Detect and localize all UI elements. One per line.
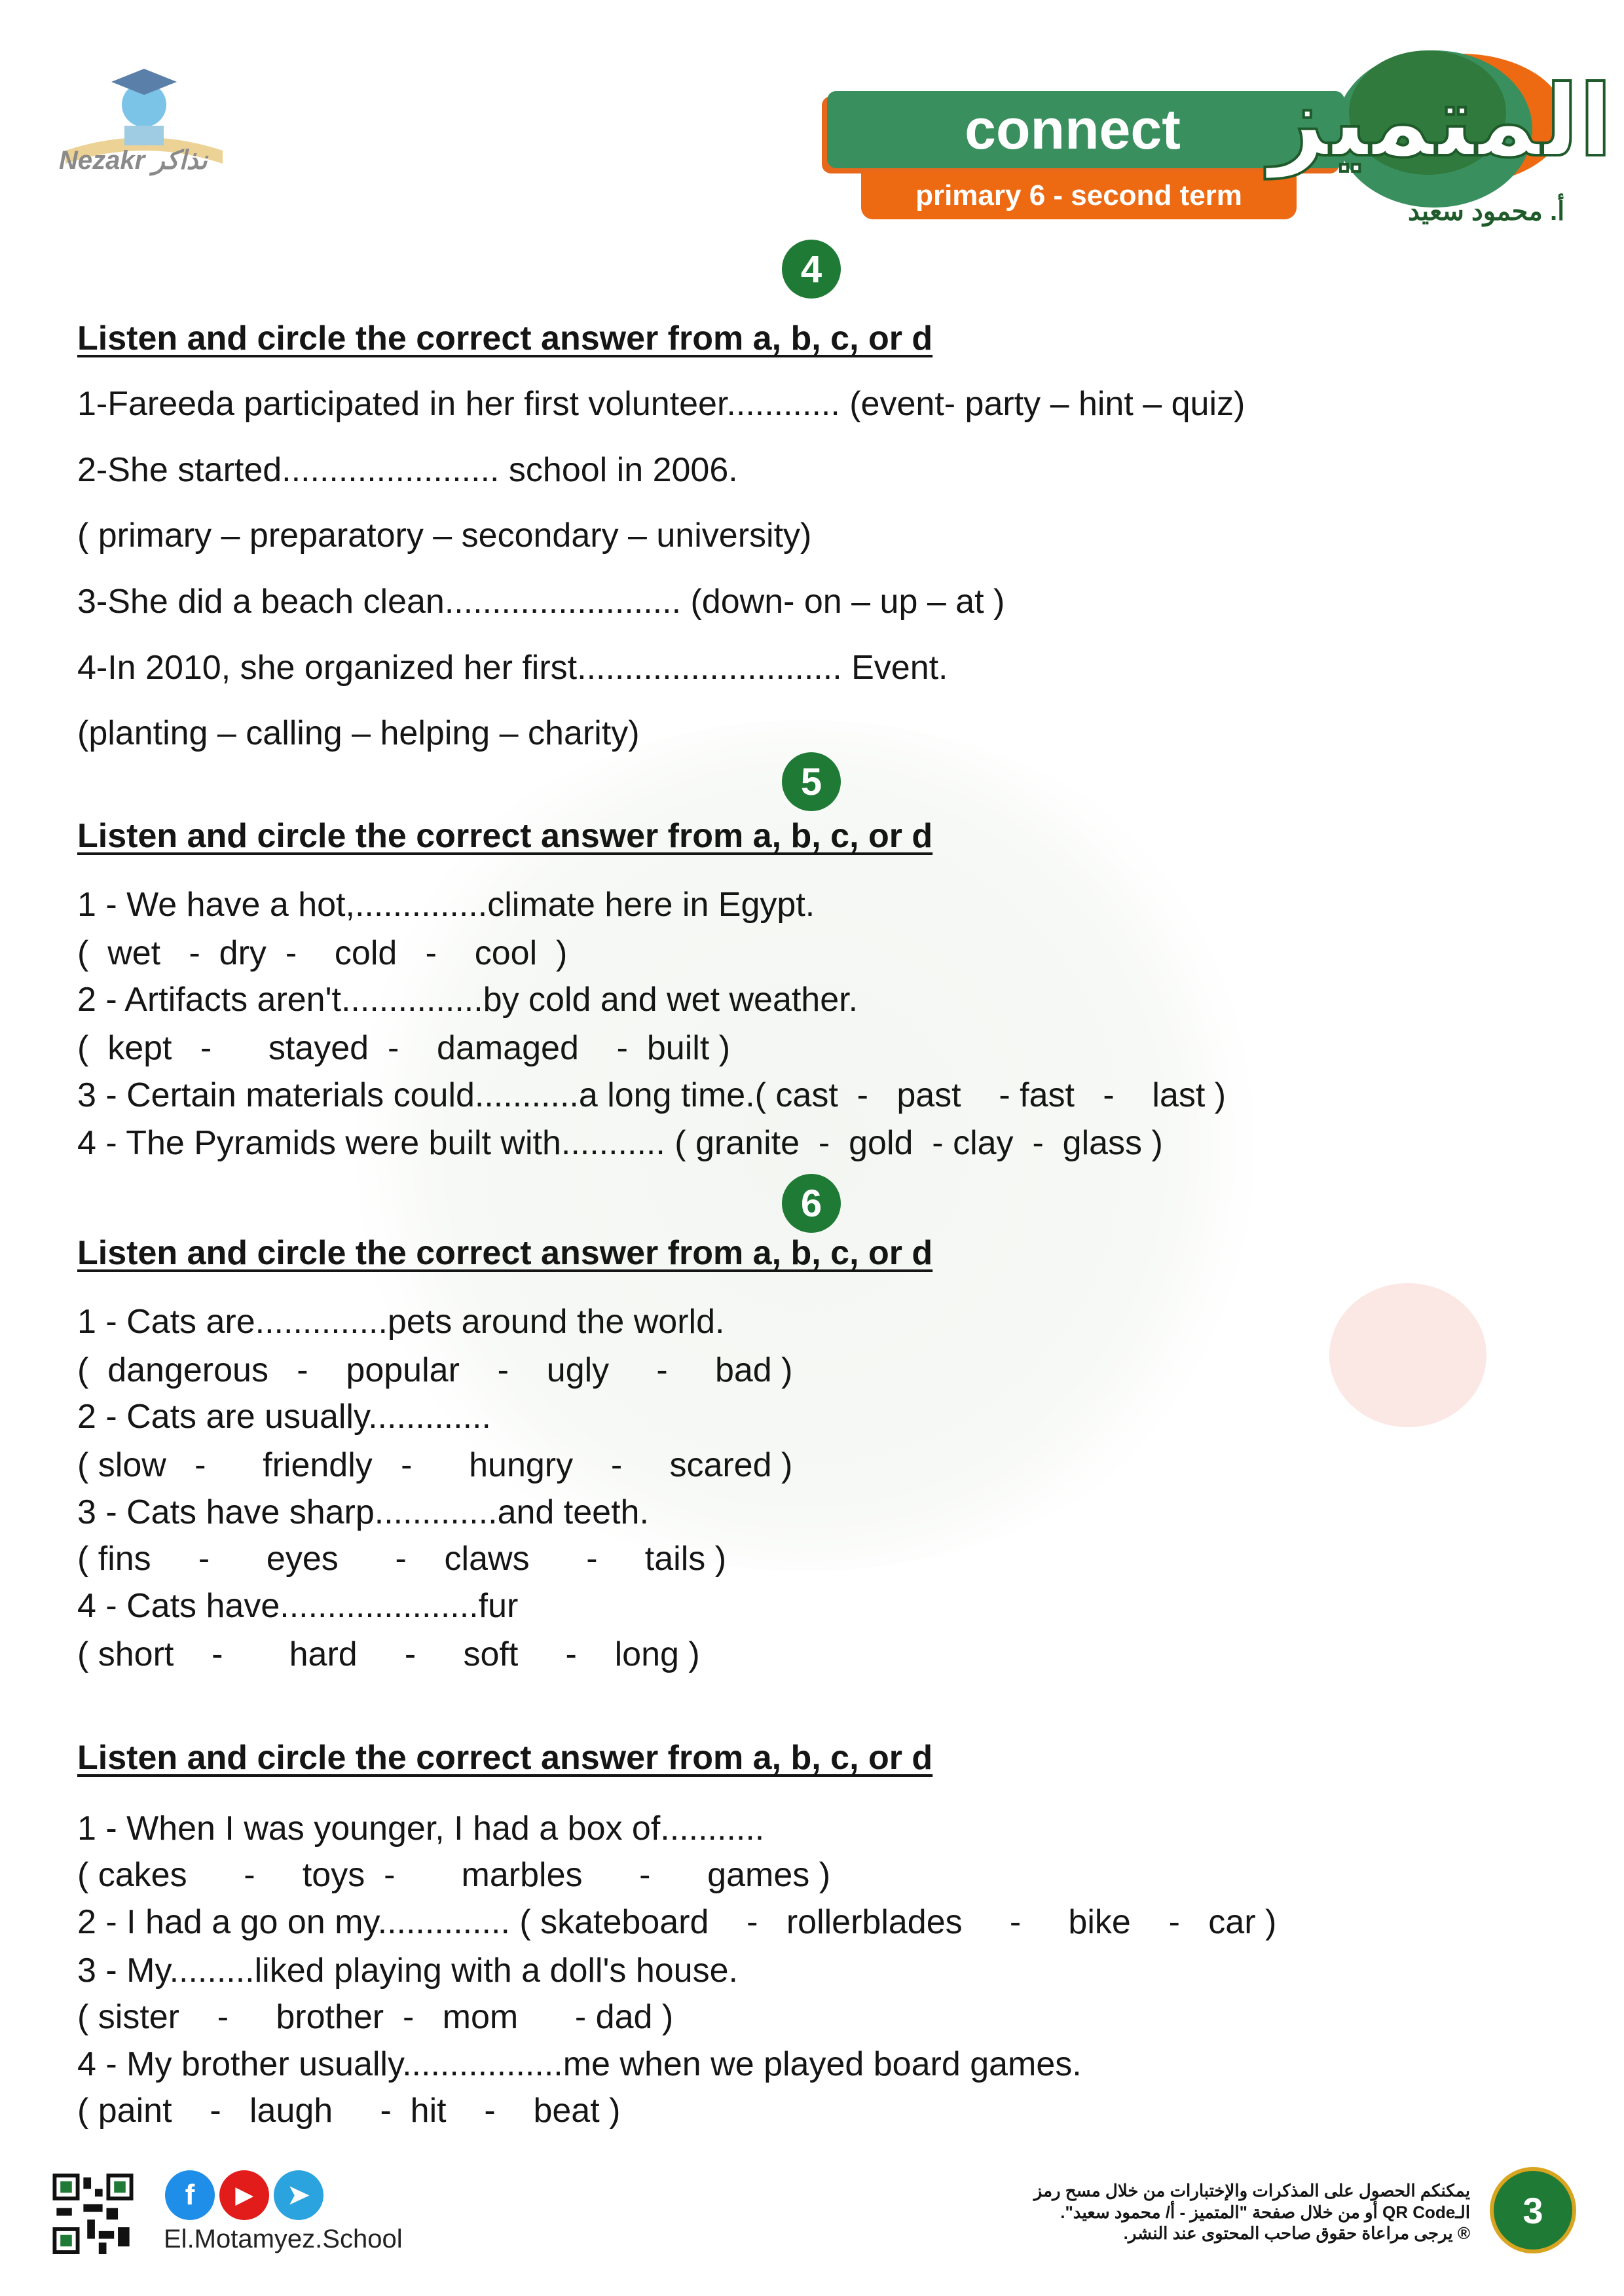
section-number-badge: 6 <box>782 1174 841 1233</box>
question-text: 2 - I had a go on my.............. ( skateboard - rollerblades - bike - car ) <box>77 1903 1277 1941</box>
question-text: 3 - Certain materials could...........a long time.( cast - past - fast - last ) <box>77 1076 1227 1114</box>
facebook-icon[interactable]: f <box>165 2170 215 2220</box>
question-text: 4 - My brother usually.................me when we played board games. <box>77 2045 1082 2083</box>
question-text: 1 - We have a hot,..............climate here in Egypt. <box>77 886 815 924</box>
question-text: 2 - Cats are usually............. <box>77 1398 491 1436</box>
header-subtitle: primary 6 - second term <box>915 179 1242 211</box>
telegram-icon[interactable]: ➤ <box>274 2170 323 2220</box>
question-text: 1 - When I was younger, I had a box of........... <box>77 1810 765 1848</box>
footer-notice-line: الـQR Code أو من خلال صفحة "المتميز - أ/ محمود سعيد". <box>1060 2202 1470 2222</box>
section-heading: Listen and circle the correct answer from a, b, c, or d <box>77 1739 933 1777</box>
answer-options: ( slow - friendly - hungry - scared ) <box>77 1446 793 1484</box>
motamyez-logo <box>1268 41 1613 217</box>
page-number: 3 <box>1490 2167 1576 2253</box>
answer-options: ( sister - brother - mom - dad ) <box>77 1998 674 2036</box>
section-heading: Listen and circle the correct answer from a, b, c, or d <box>77 1234 933 1272</box>
header-subtitle-banner <box>861 172 1297 219</box>
question-text: 4-In 2010, she organized her first............................ Event. <box>77 649 948 687</box>
answer-options: ( short - hard - soft - long ) <box>77 1635 700 1673</box>
answer-options: ( kept - stayed - damaged - built ) <box>77 1029 731 1067</box>
question-text: 2-She started....................... school in 2006. <box>77 451 738 489</box>
section-heading: Listen and circle the correct answer from a, b, c, or d <box>77 319 933 357</box>
question-text: 3 - My.........liked playing with a doll's house. <box>77 1952 738 1990</box>
question-text: 1 - Cats are..............pets around the world. <box>77 1303 725 1341</box>
section-heading: Listen and circle the correct answer from a, b, c, or d <box>77 817 933 855</box>
footer-notice-line: يمكنكم الحصول على المذكرات والإختبارات من خلال مسح رمز <box>1033 2181 1470 2200</box>
site-name: El.Motamyez.School <box>164 2225 403 2253</box>
answer-options: ( primary – preparatory – secondary – university) <box>77 517 812 555</box>
question-text: 1-Fareeda participated in her first volunteer............ (event- party – hint – quiz) <box>77 385 1246 423</box>
section-number-badge: 5 <box>782 752 841 811</box>
youtube-icon[interactable]: ▶ <box>219 2170 269 2220</box>
footer-notice-line: ® يرجى مراعاة حقوق صاحب المحتوى عند النشر. <box>1123 2223 1470 2243</box>
question-text: 3 - Cats have sharp.............and teeth. <box>77 1493 649 1531</box>
question-text: 3-She did a beach clean......................... (down- on – up – at ) <box>77 583 1005 621</box>
header-title: connect <box>965 98 1181 161</box>
svg-text:المتميز: المتميز <box>1268 65 1613 179</box>
question-text: 4 - Cats have.....................fur <box>77 1587 519 1625</box>
answer-options: ( cakes - toys - marbles - games ) <box>77 1856 831 1894</box>
qr-code[interactable] <box>51 2174 135 2254</box>
header-title-banner <box>827 91 1344 168</box>
nezakr-logo-text: Nezakr نذاكر <box>59 146 208 175</box>
author-name: أ. محمود سعيد <box>1408 197 1565 226</box>
footer-notice <box>1025 2180 1470 2244</box>
answer-options: ( wet - dry - cold - cool ) <box>77 934 568 972</box>
background-apple <box>1329 1283 1486 1427</box>
answer-options: ( paint - laugh - hit - beat ) <box>77 2092 621 2130</box>
answer-options: ( dangerous - popular - ugly - bad ) <box>77 1351 793 1389</box>
question-text: 2 - Artifacts aren't...............by cold and wet weather. <box>77 981 858 1019</box>
question-text: 4 - The Pyramids were built with........... ( granite - gold - clay - glass ) <box>77 1124 1163 1162</box>
answer-options: ( fins - eyes - claws - tails ) <box>77 1540 727 1578</box>
answer-options: (planting – calling – helping – charity) <box>77 714 640 752</box>
section-number-badge: 4 <box>782 240 841 299</box>
